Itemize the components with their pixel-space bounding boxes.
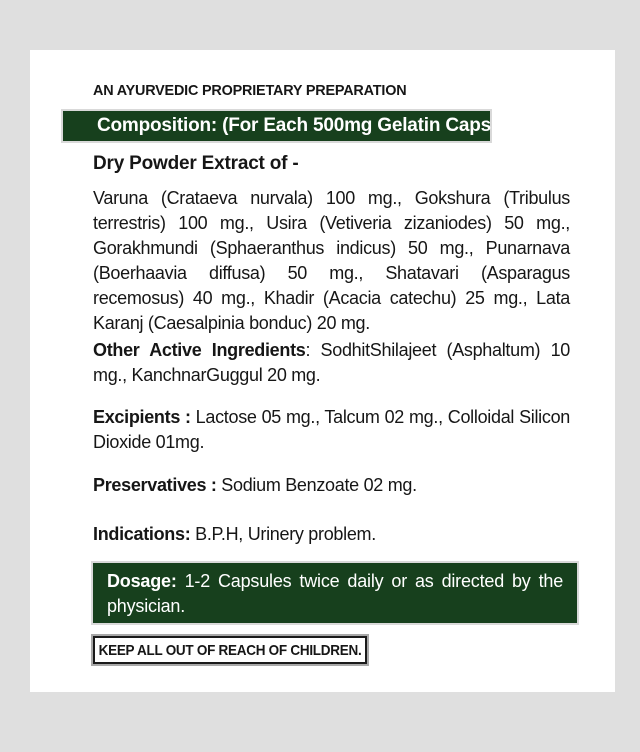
other-active-ingredients-text: : SodhitShilajeet (Asphaltum) 10 mg., KanchnarGuggul 20 mg. xyxy=(93,340,571,385)
preservatives xyxy=(93,473,570,498)
composition-banner-text: Composition: (For Each 500mg Gelatin Capsule) xyxy=(97,115,525,136)
dosage-text: 1-2 Capsules twice daily or as directed by the physician. xyxy=(107,571,563,616)
dry-powder-ingredients-text: Varuna (Crataeva nurvala) 100 mg., Gokshura (Tribulus terrestris) 100 mg., Usira (Vetiveria zizaniodes) 50 mg., Gorakhmundi (Sphaeranthus indicus) 50 mg., Punarnava (Boerhaavia diffusa) 50 mg., Shatavari (Asparagus recemosus) 40 mg., Khadir (Acacia catechu) 25 mg., Lata Karanj (Caesalpinia bonduc) 20 mg. xyxy=(93,188,570,333)
dry-powder-heading: Dry Powder Extract of - xyxy=(93,153,299,174)
keep-away-warning-box xyxy=(93,636,367,664)
composition-banner xyxy=(63,111,525,141)
excipients-label: Excipients : xyxy=(93,407,191,427)
dosage-banner xyxy=(93,563,577,623)
indications-text: B.P.H, Urinery problem. xyxy=(190,524,376,544)
label-card xyxy=(30,50,615,692)
indications xyxy=(93,522,570,547)
other-active-ingredients-label: Other Active Ingredients xyxy=(93,340,306,360)
indications-label: Indications: xyxy=(93,524,191,544)
preservatives-label: Preservatives : xyxy=(93,475,217,495)
keep-away-warning-text: KEEP ALL OUT OF REACH OF CHILDREN. xyxy=(98,641,362,659)
other-active-ingredients xyxy=(93,338,570,388)
excipients xyxy=(93,405,570,455)
dosage-label: Dosage: xyxy=(107,571,177,591)
excipients-text: Lactose 05 mg., Talcum 02 mg., Colloidal Silicon Dioxide 01mg. xyxy=(93,407,570,452)
preparation-header: AN AYURVEDIC PROPRIETARY PREPARATION xyxy=(93,82,407,99)
preservatives-text: Sodium Benzoate 02 mg. xyxy=(216,475,417,495)
